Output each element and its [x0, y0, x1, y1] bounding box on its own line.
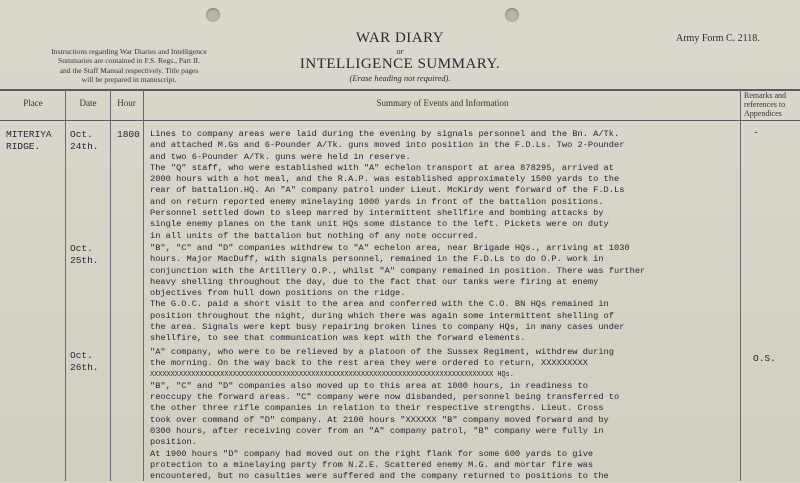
entry-line: and two 6-Pounder A/Tk. guns were held in reserve. — [150, 151, 411, 162]
date-cell — [70, 243, 99, 267]
column-divider — [65, 90, 66, 481]
column-header-hour: Hour — [117, 98, 136, 108]
date-line: 24th. — [70, 141, 99, 152]
column-divider — [740, 90, 741, 481]
entry-line: "B", "C" and "D" companies withdrew to "A" echelon area, near Brigade HQs., arriving at 1030 — [150, 243, 630, 253]
date-line: Oct. — [70, 350, 93, 361]
entry-line: The "Q" staff, who were established with "A" echelon transport at area 878295, arrived at — [150, 162, 614, 173]
instructions-note — [10, 47, 248, 85]
entry-line: the other three rifle companies in relation to their respective strengths. Lieut. Cross — [150, 403, 604, 414]
entry-line: At 1900 hours "D" company had moved out on the right flank for some 600 yards to give — [150, 448, 594, 459]
date-cell — [70, 350, 99, 374]
header-bottom-rule — [0, 120, 800, 121]
column-divider — [110, 90, 111, 481]
entry-line: conjunction with the Artillery O.P., whilst "A" company remained in position. There was further — [150, 265, 646, 276]
instructions-line: Instructions regarding War Diaries and Intelligence — [51, 47, 207, 56]
entry-line: single enemy planes on the tank unit HQs some distance to the left. Pickets were on duty — [150, 219, 609, 230]
column-header-place: Place — [23, 98, 43, 108]
remarks-header-line: Appendices — [744, 109, 782, 118]
column-divider — [143, 90, 144, 481]
date-line: 26th. — [70, 362, 99, 373]
date-cell — [70, 129, 99, 153]
entry-line: in all units of the battalion but nothing of any note occurred. — [150, 230, 479, 241]
entry-line: objectives from hull down positions on the ridge. — [150, 288, 406, 299]
date-line: 25th. — [70, 255, 99, 266]
remarks-header-line: references to — [744, 100, 786, 109]
place-line: MITERIYA — [6, 129, 52, 140]
header-top-rule — [0, 89, 800, 91]
page-title: WAR DIARY — [355, 30, 445, 46]
entry-line: position throughout the night, during which there was again some intermittent shelling of — [150, 310, 614, 321]
date-line: Oct. — [70, 129, 93, 140]
entry-line: 0300 hours, after receiving cover from an "A" company patrol, "B" company were fully in — [150, 426, 604, 437]
title-note: (Erase heading not required). — [349, 73, 451, 83]
diary-entry — [150, 129, 624, 242]
entry-line: reoccupy the forward areas. "C" company were now disbanded, personnel being transferred to — [150, 392, 620, 403]
entry-line: and attached M.Gs and 6-Pounder A/Tk. guns moved into position in the F.D.Ls. Two 2-Pounder — [150, 140, 625, 151]
entry-line: encountered, but no casulties were suffered and the company returned to positions to the — [150, 471, 609, 482]
date-line: Oct. — [70, 243, 93, 254]
column-header-remarks — [744, 91, 786, 118]
diary-entry — [150, 243, 645, 345]
column-header-date: Date — [79, 98, 97, 108]
title-block — [290, 30, 510, 83]
entry-line: Personnel settled down to sleep marred by intermittent shellfire and bombing attacks by — [150, 208, 604, 219]
entry-line: the morning. On the way back to the rest area they were ordered to return, XXXXXXXXX — [150, 358, 588, 369]
remarks-header-line: Remarks and — [744, 91, 786, 100]
entry-line: "A" company, who were to be relieved by a platoon of the Sussex Regiment, withdrew during — [150, 347, 614, 357]
punch-hole — [505, 8, 519, 22]
entry-line: rear of battalion.HQ. An "A" company patrol under Lieut. McKirdy went forward of the F.D.Ls — [150, 185, 625, 196]
entry-line: and on return reported enemy minelaying 1000 yards in front of the battalion positions. — [150, 196, 604, 207]
hour-cell: 1800 — [117, 129, 140, 140]
entry-line: "B", "C" and "D" companies also moved up to this area at 1000 hours, in readiness to — [150, 380, 588, 391]
entry-line: shellfire, to see that communication was kept with the forward elements. — [150, 333, 526, 344]
entry-line: protection to a minelaying party from N.Z.E. Scattered enemy M.G. and mortar fire was — [150, 459, 594, 470]
entry-line: hours. Major MacDuff, with signals personnel, remained in the F.D.Ls to do O.P. work in — [150, 254, 604, 265]
remark-cell: O.S. — [753, 353, 776, 364]
entry-line: XXXXXXXXXXXXXXXXXXXXXXXXXXXXXXXXXXXXXXXXXXXXXXXXXXXXXXXXXXXXXXXXXXXXXXXXXXXXXXXXXXX HQs. — [150, 370, 514, 379]
punch-hole — [206, 8, 220, 22]
page-subtitle: INTELLIGENCE SUMMARY. — [299, 56, 501, 72]
instructions-line: will be prepared in manuscript. — [81, 75, 177, 85]
place-line: RIDGE. — [6, 141, 41, 152]
entry-line: heavy shelling throughout the day, due to the fact that our tanks were firing at enemy — [150, 276, 599, 287]
entry-line: took over command of "D" company. At 2100 hours "XXXXXX "B" company moved forward and by — [150, 414, 609, 425]
column-header-summary: Summary of Events and Information — [376, 98, 509, 108]
form-number: Army Form C. 2118. — [676, 33, 760, 44]
entry-line: 2000 hours with a hot meal, and the R.A.P. was established approximately 1500 yards to the — [150, 174, 620, 185]
title-or: or — [396, 47, 404, 56]
entry-line: The G.O.C. paid a short visit to the area and conferred with the C.O. BN HQs remained in — [150, 299, 609, 310]
remark-cell: - — [753, 127, 759, 138]
entry-line: Lines to company areas were laid during the evening by signals personnel and the Bn. A/Tk. — [150, 129, 620, 139]
entry-line: the area. Signals were kept busy repairing broken lines to company HQs, in many cases under — [150, 322, 625, 333]
place-cell — [6, 129, 52, 153]
diary-entry — [150, 347, 619, 483]
instructions-line: Summaries are contained in F.S. Regs., Part II. — [58, 56, 200, 66]
entry-line: position. — [150, 437, 197, 448]
instructions-line: and the Staff Manual respectively. Title pages — [59, 65, 199, 75]
